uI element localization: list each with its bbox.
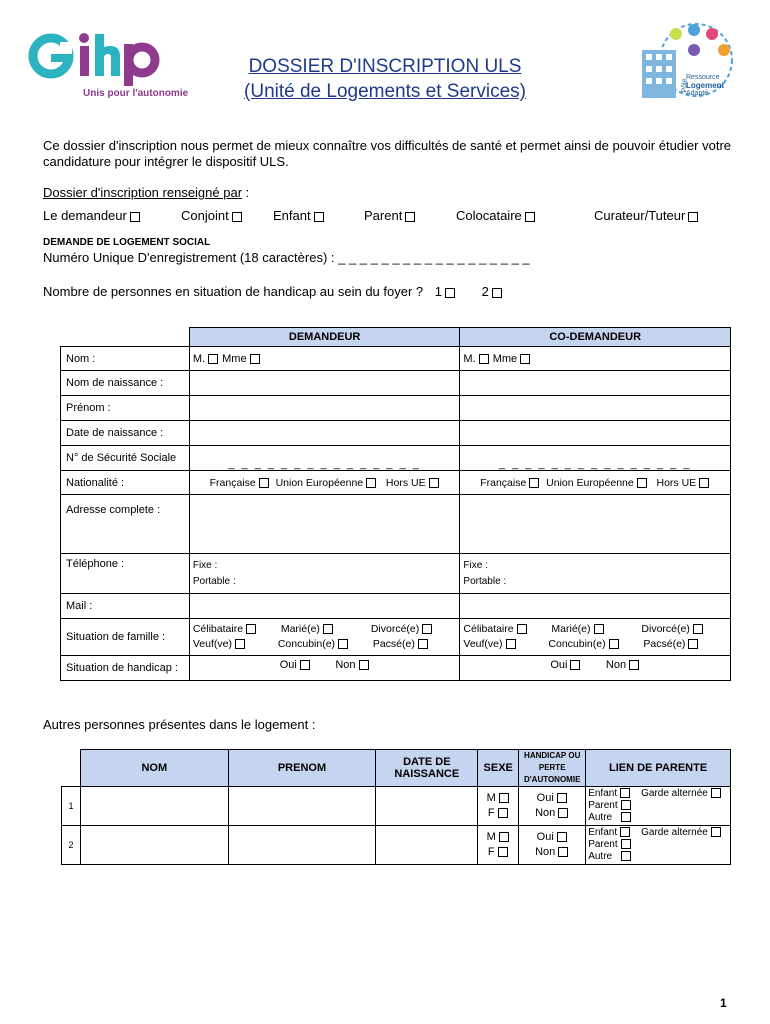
header-sexe: SEXE xyxy=(478,750,519,787)
label-handicap: Situation de handicap : xyxy=(61,656,190,681)
page-number: 1 xyxy=(720,996,727,1010)
field-adresse-codemandeur[interactable] xyxy=(460,495,731,554)
logo-line-1: Ressource xyxy=(686,74,720,81)
title-line-1: DOSSIER D'INSCRIPTION ULS xyxy=(248,56,522,77)
gihp-tagline: Unis pour l'autonomie xyxy=(83,88,189,99)
label-prenom: Prénom : xyxy=(61,396,190,421)
field-handicap[interactable]: Oui Non xyxy=(519,787,586,826)
field-nom[interactable] xyxy=(80,826,228,865)
field-date[interactable] xyxy=(376,826,478,865)
famille-demandeur[interactable]: Célibataire Marié(e) Divorcé(e) Veuf(ve) Concubin(e) Pacsé(e) xyxy=(189,619,460,656)
col-codemandeur: CO-DEMANDEUR xyxy=(460,328,731,347)
checkbox[interactable] xyxy=(445,288,455,298)
field-date[interactable] xyxy=(376,787,478,826)
logo-prefix: Pôle xyxy=(681,78,689,93)
others-row xyxy=(62,826,731,865)
logo-line-3: Adapté xyxy=(686,90,709,97)
title-line-2: (Unité de Logements et Services) xyxy=(244,81,526,102)
header-prenom: PRENOM xyxy=(228,750,376,787)
label-mail: Mail : xyxy=(61,594,190,619)
field-sexe[interactable]: M F xyxy=(478,826,519,865)
filled-by-options xyxy=(43,208,743,226)
header-handicap: HANDICAP OU PERTE D'AUTONOMIE xyxy=(519,750,586,787)
header-lien: LIEN DE PARENTE xyxy=(586,750,731,787)
field-secu-codemandeur[interactable]: _ _ _ _ _ _ _ _ _ _ _ _ _ _ _ xyxy=(460,446,731,471)
handicap-count-2[interactable]: 2 xyxy=(482,284,503,299)
field-lien[interactable]: Enfant Garde alternée Parent Autre xyxy=(586,787,731,826)
civ-codemandeur[interactable]: M. Mme xyxy=(460,347,731,371)
label-nationalite: Nationalité : xyxy=(61,471,190,495)
checkbox[interactable] xyxy=(525,212,535,222)
col-demandeur: DEMANDEUR xyxy=(189,328,460,347)
field-handicap[interactable]: Oui Non xyxy=(519,826,586,865)
filled-by-label: Dossier d'inscription renseigné par : xyxy=(43,185,250,200)
checkbox[interactable] xyxy=(688,212,698,222)
checkbox[interactable] xyxy=(130,212,140,222)
field-prenom[interactable] xyxy=(228,787,376,826)
field-nom[interactable] xyxy=(80,787,228,826)
checkbox[interactable] xyxy=(314,212,324,222)
handicap-count-1[interactable]: 1 xyxy=(435,284,456,299)
field-tel-codemandeur[interactable]: Fixe : Portable : xyxy=(460,554,731,594)
social-heading: DEMANDE DE LOGEMENT SOCIAL xyxy=(43,237,211,248)
field-prenom-demandeur[interactable] xyxy=(189,396,460,421)
row-number: 2 xyxy=(62,826,81,865)
field-adresse-demandeur[interactable] xyxy=(189,495,460,554)
option-parent[interactable]: Parent xyxy=(364,208,416,223)
field-prenom[interactable] xyxy=(228,826,376,865)
logo-line-2: Logement xyxy=(686,81,725,90)
checkbox[interactable] xyxy=(232,212,242,222)
field-sexe[interactable]: M F xyxy=(478,787,519,826)
handicap-count: Nombre de personnes en situation de handicap au sein du foyer ? 1 2 xyxy=(43,284,503,299)
header-date: DATE DE NAISSANCE xyxy=(376,750,478,787)
intro-text: Ce dossier d'inscription nous permet de mieux connaître vos difficultés de santé et permet ainsi de pouvoir étudier votre candidature pour intégrer le dispositif ULS. xyxy=(43,138,731,169)
social-number: Numéro Unique D'enregistrement (18 caractères) : _ _ _ _ _ _ _ _ _ _ _ _ _ _ _ _ _ _ xyxy=(43,250,530,265)
social-number-blank[interactable]: _ _ _ _ _ _ _ _ _ _ _ _ _ _ _ _ _ _ xyxy=(338,250,530,265)
field-mail-codemandeur[interactable] xyxy=(460,594,731,619)
applicant-table xyxy=(60,327,731,681)
field-date-codemandeur[interactable] xyxy=(460,421,731,446)
label-famille: Situation de famille : xyxy=(61,619,190,656)
option-conjoint[interactable]: Conjoint xyxy=(181,208,243,223)
label-adresse: Adresse complete : xyxy=(61,495,190,554)
others-table xyxy=(61,749,731,865)
label-secu: N° de Sécurité Sociale xyxy=(61,446,190,471)
others-row xyxy=(62,787,731,826)
header-nom: NOM xyxy=(80,750,228,787)
field-prenom-codemandeur[interactable] xyxy=(460,396,731,421)
row-number: 1 xyxy=(62,787,81,826)
others-title: Autres personnes présentes dans le logement : xyxy=(43,717,316,732)
checkbox[interactable] xyxy=(405,212,415,222)
label-date-naissance: Date de naissance : xyxy=(61,421,190,446)
option-colocataire[interactable]: Colocataire xyxy=(456,208,536,223)
field-nom-naissance-demandeur[interactable] xyxy=(189,371,460,396)
label-nom-naissance: Nom de naissance : xyxy=(61,371,190,396)
field-date-demandeur[interactable] xyxy=(189,421,460,446)
option-curateur[interactable]: Curateur/Tuteur xyxy=(594,208,699,223)
nat-codemandeur[interactable]: Française Union Européenne Hors UE xyxy=(460,471,731,495)
civ-demandeur[interactable]: M. Mme xyxy=(189,347,460,371)
field-nom-naissance-codemandeur[interactable] xyxy=(460,371,731,396)
nat-demandeur[interactable]: Française Union Européenne Hors UE xyxy=(189,471,460,495)
option-demandeur[interactable]: Le demandeur xyxy=(43,208,141,223)
field-mail-demandeur[interactable] xyxy=(189,594,460,619)
field-secu-demandeur[interactable]: _ _ _ _ _ _ _ _ _ _ _ _ _ _ _ xyxy=(189,446,460,471)
label-nom: Nom : xyxy=(61,347,190,371)
label-telephone: Téléphone : xyxy=(61,554,190,594)
page-title xyxy=(0,54,770,104)
handicap-codemandeur[interactable]: Oui Non xyxy=(460,656,731,681)
field-tel-demandeur[interactable]: Fixe : Portable : xyxy=(189,554,460,594)
checkbox[interactable] xyxy=(492,288,502,298)
option-enfant[interactable]: Enfant xyxy=(273,208,325,223)
field-lien[interactable]: Enfant Garde alternée Parent Autre xyxy=(586,826,731,865)
famille-codemandeur[interactable]: Célibataire Marié(e) Divorcé(e) Veuf(ve) Concubin(e) Pacsé(e) xyxy=(460,619,731,656)
handicap-demandeur[interactable]: Oui Non xyxy=(189,656,460,681)
